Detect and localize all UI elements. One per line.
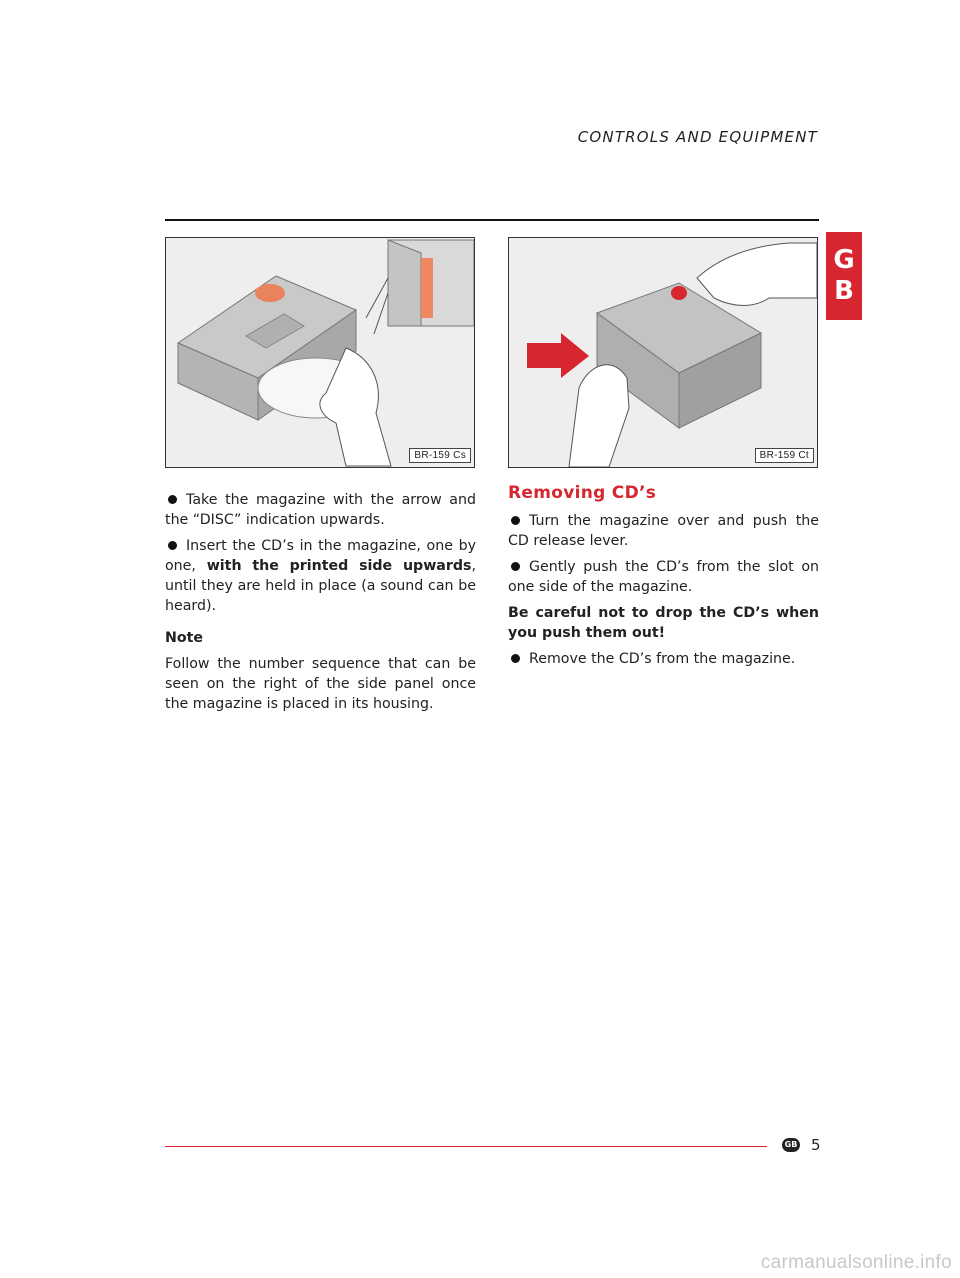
bullet-emphasis: with the printed side upwards (195, 558, 472, 574)
instruction-bullet (508, 649, 819, 669)
language-tab-letter: B (834, 276, 854, 306)
note-text: Follow the number sequence that can be seen on the right of the side panel once the magazine is placed in its housing. (165, 656, 476, 712)
language-tab (826, 232, 862, 320)
section-heading: Removing CD’s (508, 483, 657, 503)
bullet-text: Take the magazine with the arrow and the “DISC” indication upwards. (165, 492, 476, 528)
running-header: CONTROLS AND EQUIPMENT (577, 128, 818, 146)
instruction-bullet (165, 490, 476, 530)
page-number: 5 (811, 1136, 821, 1154)
figure-code: BR-159 Ct (755, 448, 814, 463)
figure-remove-cd (508, 237, 818, 468)
warning-text: Be careful not to drop the CD’s when you push them out! (508, 605, 819, 641)
left-column (165, 490, 476, 720)
right-column (508, 483, 819, 675)
bullet-text: Insert the CD’s in the magazine, one by one, (165, 538, 476, 574)
bullet-text: , until they are held in place (a sound can be heard). (165, 558, 476, 614)
bullet-text: Gently push the CD’s from the slot on one side of the magazine. (508, 559, 819, 595)
language-tab-letter: G (833, 245, 855, 275)
note-heading: Note (165, 630, 204, 646)
instruction-bullet (508, 557, 819, 597)
cd-magazine-release-illustration (509, 238, 817, 467)
instruction-bullet (165, 536, 476, 616)
bullet-text: Turn the magazine over and push the CD release lever. (508, 513, 819, 549)
bullet-text: Remove the CD’s from the magazine. (529, 651, 796, 667)
figure-code: BR-159 Cs (409, 448, 471, 463)
figure-insert-cd (165, 237, 475, 468)
instruction-bullet (508, 511, 819, 551)
country-badge: GB (782, 1138, 800, 1152)
header-rule (165, 219, 819, 221)
watermark-link[interactable]: carmanualsonline.info (760, 1252, 952, 1273)
cd-magazine-insert-illustration (166, 238, 474, 467)
footer-rule (165, 1146, 767, 1147)
